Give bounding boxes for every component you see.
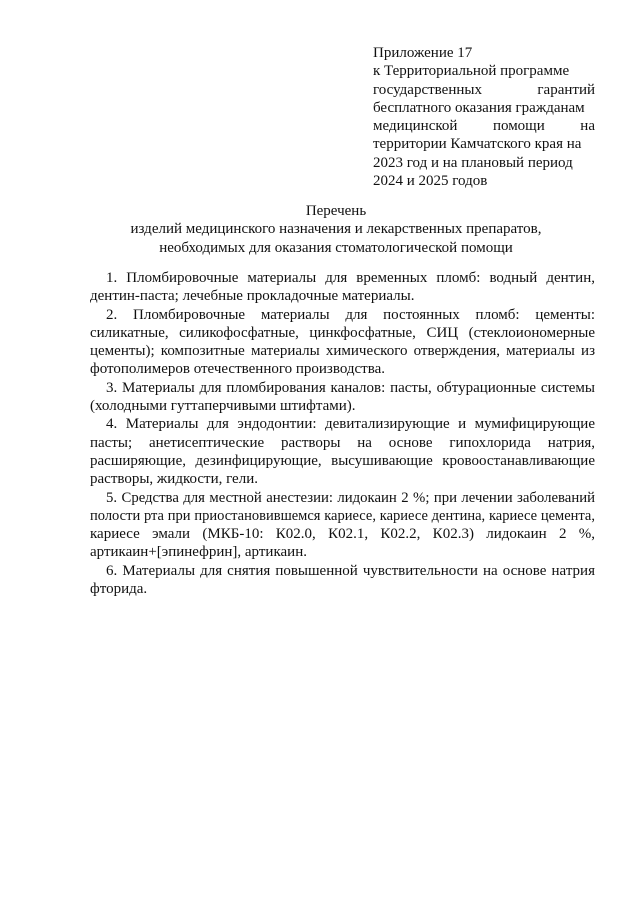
item-line: силикатные, силикофосфатные, цинкфосфатные, СИЦ (стеклоиономерные (90, 324, 595, 341)
item-line: 3. Материалы для пломбирования каналов: пасты, обтурационные системы (106, 379, 595, 396)
title-heading: Перечень (305, 203, 367, 219)
document-title (80, 202, 592, 257)
item-line: растворы, жидкости, гели. (90, 471, 258, 488)
item-line: дентин-паста; лечебные прокладочные материалы. (90, 288, 415, 305)
appendix-line: территории Камчатского края на (373, 136, 582, 153)
item-line: фотополимеров отечественного производства. (90, 361, 386, 378)
appendix-line: к Территориальной программе (373, 63, 570, 80)
appendix-line: 2024 и 2025 годов (373, 173, 488, 190)
items-list (90, 269, 595, 598)
title-line: необходимых для оказания стоматологической помощи (159, 239, 513, 256)
item-line: 6. Материалы для снятия повышенной чувствительности на основе натрия (106, 562, 595, 579)
appendix-line: Приложение 17 (373, 45, 473, 61)
list-item (90, 269, 595, 306)
list-item (90, 562, 595, 599)
list-item (90, 489, 595, 562)
item-line: 1. Пломбировочные материалы для временных пломб: водный дентин, (106, 270, 595, 286)
item-line: кариесе эмали (МКБ-10: К02.0, К02.1, К02.2, К02.3) лидокаин 2 %, (90, 526, 595, 543)
list-item (90, 379, 595, 416)
item-line: пасты; анетисептические растворы на основе гипохлорида натрия, (90, 434, 595, 451)
appendix-header (373, 44, 595, 190)
item-line: (холодными гуттаперчивыми штифтами). (90, 398, 356, 415)
item-line: фторида. (90, 581, 148, 598)
list-item (90, 415, 595, 488)
title-line: изделий медицинского назначения и лекарственных препаратов, (130, 221, 542, 238)
item-line: расширяющие, дезинфицирующие, высушивающие кровоостанавливающие (90, 452, 595, 469)
appendix-line: государственных гарантий (373, 81, 595, 98)
item-line: цементы); композитные материалы химического отверждения, материалы из (90, 343, 595, 360)
item-line: 5. Средства для местной анестезии: лидокаин 2 %; при лечении заболеваний (106, 489, 595, 506)
appendix-line: бесплатного оказания гражданам (373, 99, 585, 116)
appendix-line: медицинской помощи на (373, 118, 595, 135)
item-line: полости рта при приостановившемся кариесе, кариесе дентина, кариесе цемента, (90, 507, 595, 524)
list-item (90, 306, 595, 379)
item-line: 4. Материалы для эндодонтии: девитализирующие и мумифицирующие (106, 416, 595, 433)
item-line: артикаин+[эпинефрин], артикаин. (90, 544, 307, 561)
item-line: 2. Пломбировочные материалы для постоянных пломб: цементы: (106, 306, 595, 323)
appendix-line: 2023 год и на плановый период (373, 154, 573, 171)
